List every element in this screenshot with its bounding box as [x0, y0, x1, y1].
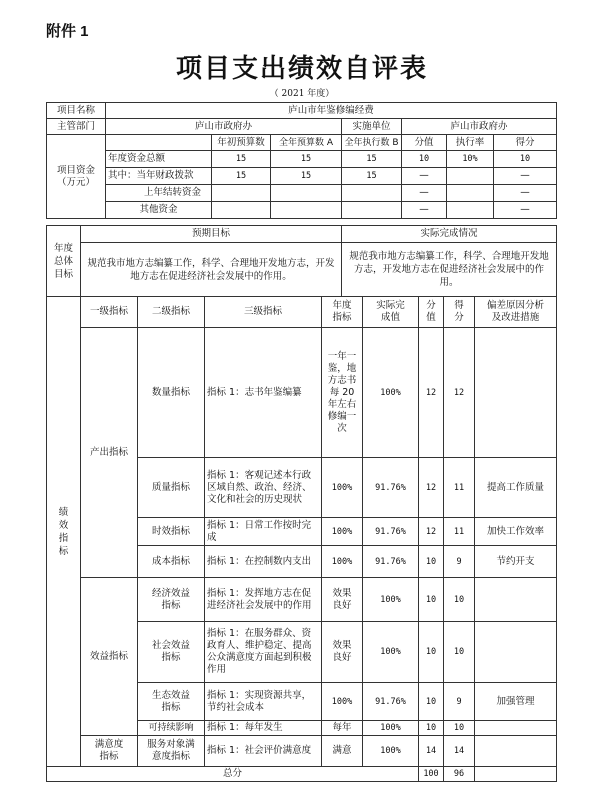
funds-row [47, 185, 557, 202]
level3: 指标 1：志书年鉴编纂 [205, 328, 322, 458]
score: 9 [444, 546, 475, 578]
score-value: 12 [419, 518, 444, 546]
goals-label-2: 总体 [53, 255, 73, 267]
total-row [47, 767, 557, 782]
level2: 社会效益指标 [138, 622, 205, 683]
score: 10 [444, 578, 475, 622]
note: 节约开支 [475, 546, 557, 578]
score: 10 [444, 721, 475, 736]
actual: 91.76% [363, 546, 419, 578]
target: 效果良好 [322, 578, 363, 622]
header-level3: 三级指标 [205, 297, 322, 328]
expected-text: 规范我市地方志编纂工作，科学、合理地开发地方志，开发地方志在促进经济社会发展中的作用。 [81, 243, 342, 297]
level2: 时效指标 [138, 518, 205, 546]
level2: 经济效益指标 [138, 578, 205, 622]
level2: 质量指标 [138, 458, 205, 518]
funds-initial [212, 185, 271, 202]
level3: 指标 1：在控制数内支出 [205, 546, 322, 578]
dept-value: 庐山市政府办 [106, 119, 342, 135]
note [475, 328, 557, 458]
indicators-table [46, 296, 557, 782]
funds-initial: 15 [212, 168, 271, 185]
total-score-value: 100 [419, 767, 444, 782]
funds-label-line1: 项目资金 [56, 164, 95, 176]
target: 100% [322, 546, 363, 578]
col-executed: 全年执行数 B [342, 135, 402, 151]
level3: 指标 1：在服务群众、资政育人、维护稳定、提高公众满意度方面起到积极作用 [205, 622, 322, 683]
funds-row [47, 168, 557, 185]
goals-text-row [47, 243, 557, 297]
score-value: 10 [419, 683, 444, 721]
goals-label-3: 目标 [53, 268, 73, 280]
level2: 数量指标 [138, 328, 205, 458]
score-value: 12 [419, 458, 444, 518]
score-value: 10 [419, 546, 444, 578]
score: 11 [444, 518, 475, 546]
funds-score-value: — [402, 202, 447, 219]
score-value: 10 [419, 721, 444, 736]
score-value: 10 [419, 622, 444, 683]
total-note [475, 767, 557, 782]
score-value: 14 [419, 736, 444, 767]
header-level1: 一级指标 [81, 297, 138, 328]
fiscal-year: （ 2021 年度） [269, 89, 335, 99]
indicator-row [47, 578, 557, 622]
funds-annual [271, 185, 342, 202]
level3: 指标 1：发挥地方志在促进经济社会发展中的作用 [205, 578, 322, 622]
funds-row [47, 151, 557, 168]
level3: 指标 1：实现资源共享，节约社会成本 [205, 683, 322, 721]
side-char: 标 [58, 545, 69, 557]
indicator-row [47, 328, 557, 458]
actual-text: 规范我市地方志编纂工作，科学、合理地开发地方志，开发地方志在促进经济社会发展中的作用。 [342, 243, 557, 297]
goals-label-1: 年度 [53, 242, 73, 254]
score: 10 [444, 622, 475, 683]
note: 加强管理 [475, 683, 557, 721]
funds-header-blank [106, 135, 212, 151]
project-name-row [47, 103, 557, 119]
score: 11 [444, 458, 475, 518]
funds-score-value: — [402, 168, 447, 185]
header-note: 偏差原因分析及改进措施 [475, 297, 557, 328]
score-value: 12 [419, 328, 444, 458]
funds-score: — [494, 168, 557, 185]
group-satisfaction: 满意度指标 [81, 736, 138, 767]
side-char: 指 [58, 532, 69, 544]
target: 一年一鉴，地方志书每 20 年左右修编一次 [322, 328, 363, 458]
group-benefit: 效益指标 [81, 578, 138, 736]
funds-annual [271, 202, 342, 219]
note: 提高工作质量 [475, 458, 557, 518]
actual: 100% [363, 721, 419, 736]
goals-header-row [47, 226, 557, 243]
target: 100% [322, 458, 363, 518]
funds-score-value: 10 [402, 151, 447, 168]
total-score: 96 [444, 767, 475, 782]
goals-table [46, 225, 557, 297]
col-rate: 执行率 [447, 135, 494, 151]
header-score-value: 分值 [419, 297, 444, 328]
level2: 生态效益指标 [138, 683, 205, 721]
score: 12 [444, 328, 475, 458]
header-level2: 二级指标 [138, 297, 205, 328]
target: 效果良好 [322, 622, 363, 683]
col-initial: 年初预算数 [212, 135, 271, 151]
funds-rate [447, 168, 494, 185]
actual: 91.76% [363, 683, 419, 721]
funds-executed [342, 202, 402, 219]
note [475, 736, 557, 767]
funds-row-label: 年度资金总额 [106, 151, 212, 168]
actual: 91.76% [363, 458, 419, 518]
header-actual: 实际完成值 [363, 297, 419, 328]
target: 满意 [322, 736, 363, 767]
indicator-row [47, 736, 557, 767]
page-title: 项目支出绩效自评表 [175, 54, 428, 84]
funds-score: — [494, 185, 557, 202]
funds-executed: 15 [342, 168, 402, 185]
funds-initial: 15 [212, 151, 271, 168]
header-score: 得分 [444, 297, 475, 328]
col-score: 得分 [494, 135, 557, 151]
side-char: 效 [58, 519, 69, 531]
level2: 成本指标 [138, 546, 205, 578]
note [475, 578, 557, 622]
impl-label: 实施单位 [342, 119, 402, 135]
funds-score: 10 [494, 151, 557, 168]
side-char: 绩 [58, 506, 69, 518]
funds-score-value: — [402, 185, 447, 202]
note: 加快工作效率 [475, 518, 557, 546]
group-output: 产出指标 [81, 328, 138, 578]
funds-row-label: 上年结转资金 [106, 185, 212, 202]
target: 100% [322, 683, 363, 721]
level3: 指标 1：社会评价满意度 [205, 736, 322, 767]
score: 14 [444, 736, 475, 767]
project-name-label: 项目名称 [47, 103, 106, 119]
target: 每年 [322, 721, 363, 736]
funds-rate [447, 185, 494, 202]
actual-header: 实际完成情况 [342, 226, 557, 243]
funds-header-row [47, 135, 557, 151]
funds-rate: 10% [447, 151, 494, 168]
funds-label [47, 135, 106, 219]
score: 9 [444, 683, 475, 721]
funds-row [47, 202, 557, 219]
funds-rate [447, 202, 494, 219]
level3: 指标 1：每年发生 [205, 721, 322, 736]
total-label: 总分 [47, 767, 419, 782]
col-annual: 全年预算数 A [271, 135, 342, 151]
level2: 服务对象满意度指标 [138, 736, 205, 767]
project-name-value: 庐山市年鉴修编经费 [106, 103, 557, 119]
header-target: 年度指标 [322, 297, 363, 328]
level2: 可持续影响 [138, 721, 205, 736]
funds-row-label: 其他资金 [106, 202, 212, 219]
actual: 100% [363, 328, 419, 458]
funds-label-line2: （万元） [56, 176, 95, 188]
score-value: 10 [419, 578, 444, 622]
note [475, 622, 557, 683]
actual: 100% [363, 622, 419, 683]
dept-row [47, 119, 557, 135]
actual: 91.76% [363, 518, 419, 546]
impl-value: 庐山市政府办 [402, 119, 557, 135]
indicator-header-row [47, 297, 557, 328]
dept-label: 主管部门 [47, 119, 106, 135]
indicators-side-label [47, 297, 81, 767]
target: 100% [322, 518, 363, 546]
funds-annual: 15 [271, 151, 342, 168]
attachment-label: 附件 1 [46, 23, 89, 40]
actual: 100% [363, 578, 419, 622]
col-score-value: 分值 [402, 135, 447, 151]
expected-header: 预期目标 [81, 226, 342, 243]
funds-initial [212, 202, 271, 219]
funds-executed [342, 185, 402, 202]
funds-score: — [494, 202, 557, 219]
level3: 指标 1：客观记述本行政区域自然、政治、经济、文化和社会的历史现状 [205, 458, 322, 518]
level3: 指标 1：日常工作按时完成 [205, 518, 322, 546]
note [475, 721, 557, 736]
funds-row-label: 其中：当年财政拨款 [106, 168, 212, 185]
funds-executed: 15 [342, 151, 402, 168]
funds-annual: 15 [271, 168, 342, 185]
goals-label [47, 226, 81, 297]
actual: 100% [363, 736, 419, 767]
project-info-table [46, 102, 557, 219]
